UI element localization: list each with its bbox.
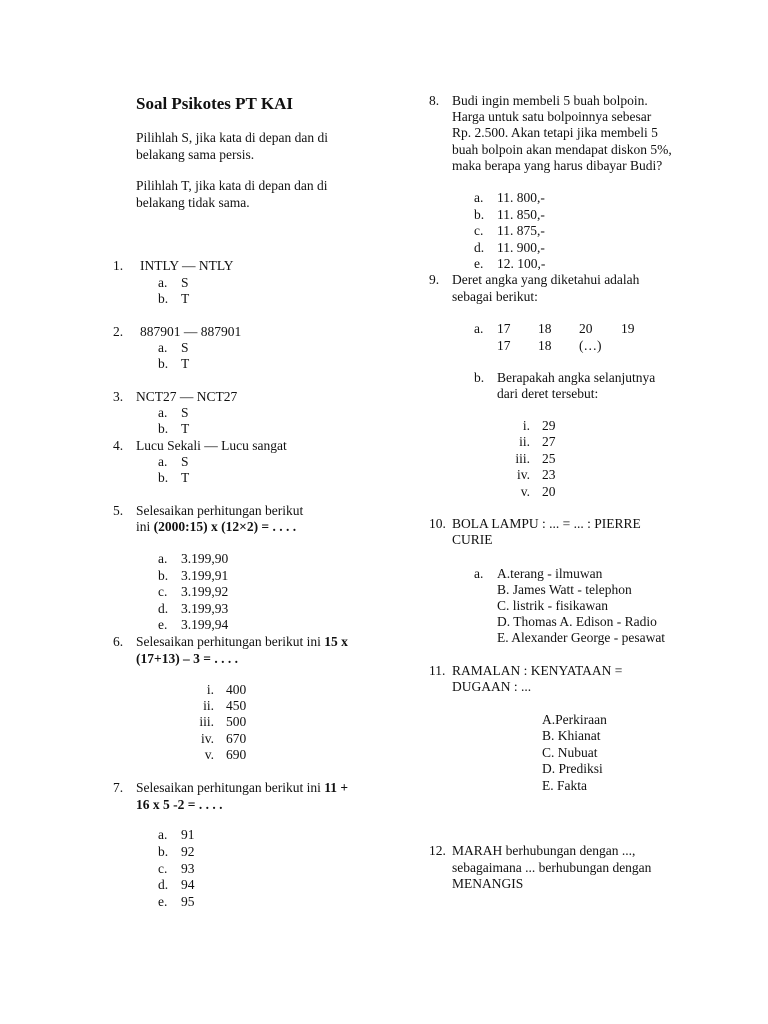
option-text: S	[181, 454, 189, 469]
option-text: S	[181, 340, 189, 355]
option-text: D. Prediksi	[542, 761, 603, 776]
instruction-t-line2: belakang tidak sama.	[136, 195, 250, 210]
option-label: b.	[474, 207, 485, 222]
document-title: Soal Psikotes PT KAI	[136, 94, 293, 113]
question-number: 9.	[429, 272, 440, 287]
question-number: 1.	[113, 258, 124, 273]
option-text: 500	[226, 714, 247, 729]
option-text: 3.199,94	[181, 617, 229, 632]
option-text: 23	[542, 467, 556, 482]
option-label: c.	[474, 223, 484, 238]
option-label: a.	[158, 454, 168, 469]
option-label: a.	[158, 827, 168, 842]
option-label: d.	[158, 877, 169, 892]
question-number: 12.	[429, 843, 446, 858]
question-text: Deret angka yang diketahui adalah	[452, 272, 640, 287]
formula: (17+13) – 3 = . . . .	[136, 651, 239, 666]
sequence-number: 18	[538, 321, 552, 336]
question-text: maka berapa yang harus dibayar Budi?	[452, 158, 663, 173]
option-text: 25	[542, 451, 556, 466]
option-label: iv.	[201, 731, 214, 746]
option-text: E. Fakta	[542, 778, 587, 793]
option-text: A.terang - ilmuwan	[497, 566, 603, 581]
option-text: 20	[542, 484, 556, 499]
formula: (2000:15) x (12×2) = . . . .	[153, 519, 297, 534]
sequence-number: 19	[621, 321, 635, 336]
question-text: BOLA LAMPU : ... = ... : PIERRE	[452, 516, 641, 531]
option-text: 12. 100,-	[497, 256, 546, 271]
option-text: B. Khianat	[542, 728, 601, 743]
option-label: a.	[158, 340, 168, 355]
question-text: INTLY — NTLY	[140, 258, 234, 273]
option-text: E. Alexander George - pesawat	[497, 630, 666, 645]
option-text: 92	[181, 844, 195, 859]
option-label: v.	[204, 747, 214, 762]
option-text: A.Perkiraan	[542, 712, 607, 727]
option-label: d.	[158, 601, 169, 616]
option-text: 95	[181, 894, 195, 909]
option-label: c.	[158, 584, 168, 599]
option-text: 91	[181, 827, 195, 842]
option-text: 3.199,93	[181, 601, 229, 616]
option-label: e.	[158, 617, 168, 632]
question-text: buah bolpoin akan mendapat diskon 5%,	[452, 142, 672, 157]
question-text: Budi ingin membeli 5 buah bolpoin.	[452, 93, 648, 108]
option-label: d.	[474, 240, 485, 255]
question-text: Selesaikan perhitungan berikut ini 15 x	[136, 634, 348, 649]
option-text: D. Thomas A. Edison - Radio	[497, 614, 657, 629]
formula: 11 +	[324, 780, 349, 795]
option-text: S	[181, 275, 189, 290]
question-text: Selesaikan perhitungan berikut ini 11 +	[136, 780, 349, 795]
option-label: ii.	[519, 434, 530, 449]
option-label: a.	[158, 275, 168, 290]
question-text	[136, 797, 222, 814]
question-text	[136, 651, 238, 668]
question-number: 3.	[113, 389, 124, 404]
option-text: 670	[226, 731, 247, 746]
option-label: iv.	[517, 467, 530, 482]
question-number: 7.	[113, 780, 124, 795]
option-label: c.	[158, 861, 168, 876]
sequence-number: 17	[497, 321, 511, 336]
option-text: 11. 900,-	[497, 240, 545, 255]
question-text: RAMALAN : KENYATAAN =	[452, 663, 623, 678]
option-text: 11. 800,-	[497, 190, 545, 205]
question-text: sebagaimana ... berhubungan dengan	[452, 860, 652, 875]
question-number: 2.	[113, 324, 124, 339]
question-number: 6.	[113, 634, 124, 649]
question-text: Selesaikan perhitungan berikut	[136, 503, 304, 518]
question-text: 887901 — 887901	[140, 324, 242, 339]
option-text: 94	[181, 877, 195, 892]
instruction-t-line1: Pilihlah T, jika kata di depan dan di	[136, 178, 328, 193]
option-text: T	[181, 356, 190, 371]
option-text: 450	[226, 698, 247, 713]
option-text: 3.199,92	[181, 584, 229, 599]
option-label: iii.	[199, 714, 214, 729]
option-label: iii.	[515, 451, 530, 466]
sequence-number: 17	[497, 338, 511, 353]
question-number: 4.	[113, 438, 124, 453]
option-text: T	[181, 291, 190, 306]
option-label: b.	[158, 470, 169, 485]
option-label: a.	[158, 551, 168, 566]
question-text: sebagai berikut:	[452, 289, 538, 304]
sequence-number: 18	[538, 338, 552, 353]
instruction-s-line2: belakang sama persis.	[136, 147, 255, 162]
option-text: 11. 850,-	[497, 207, 545, 222]
option-label: b.	[474, 370, 485, 385]
option-text: 690	[226, 747, 247, 762]
option-label: v.	[520, 484, 530, 499]
option-text: S	[181, 405, 189, 420]
question-number: 5.	[113, 503, 124, 518]
question-text: CURIE	[452, 532, 493, 547]
question-text: Rp. 2.500. Akan tetapi jika membeli 5	[452, 125, 658, 140]
option-text: B. James Watt - telephon	[497, 582, 632, 597]
sequence-blank: (…)	[579, 338, 602, 353]
question-text: MENANGIS	[452, 876, 524, 891]
formula: 16 x 5 -2 = . . . .	[136, 797, 223, 812]
option-label: ii.	[203, 698, 214, 713]
option-text: T	[181, 421, 190, 436]
option-label: e.	[158, 894, 168, 909]
question-text: MARAH berhubungan dengan ...,	[452, 843, 636, 858]
option-label: a.	[474, 321, 484, 336]
option-label: i.	[206, 682, 214, 697]
option-text: 29	[542, 418, 556, 433]
question-number: 8.	[429, 93, 440, 108]
question-text: Berapakah angka selanjutnya	[497, 370, 656, 385]
question-text: DUGAAN : ...	[452, 679, 532, 694]
option-label: e.	[474, 256, 484, 271]
sequence-number: 20	[579, 321, 593, 336]
option-text: 400	[226, 682, 247, 697]
option-text: 93	[181, 861, 195, 876]
option-label: b.	[158, 568, 169, 583]
option-label: a.	[158, 405, 168, 420]
option-label: b.	[158, 844, 169, 859]
option-text: 11. 875,-	[497, 223, 545, 238]
option-label: b.	[158, 421, 169, 436]
question-text: ini (2000:15) x (12×2) = . . . .	[136, 519, 297, 534]
option-text: C. Nubuat	[542, 745, 598, 760]
question-text: Harga untuk satu bolpoinnya sebesar	[452, 109, 652, 124]
question-number: 11.	[429, 663, 446, 678]
question-text: NCT27 — NCT27	[136, 389, 238, 404]
option-text: C. listrik - fisikawan	[497, 598, 608, 613]
option-label: a.	[474, 566, 484, 581]
option-text: 3.199,91	[181, 568, 229, 583]
instruction-s-line1: Pilihlah S, jika kata di depan dan di	[136, 130, 328, 145]
option-label: a.	[474, 190, 484, 205]
question-text: dari deret tersebut:	[497, 386, 599, 401]
question-text: Lucu Sekali — Lucu sangat	[136, 438, 287, 453]
formula: 15 x	[324, 634, 348, 649]
option-text: 27	[542, 434, 556, 449]
option-text: 3.199,90	[181, 551, 229, 566]
option-text: T	[181, 470, 190, 485]
option-label: i.	[522, 418, 530, 433]
option-label: b.	[158, 291, 169, 306]
question-number: 10.	[429, 516, 446, 531]
option-label: b.	[158, 356, 169, 371]
